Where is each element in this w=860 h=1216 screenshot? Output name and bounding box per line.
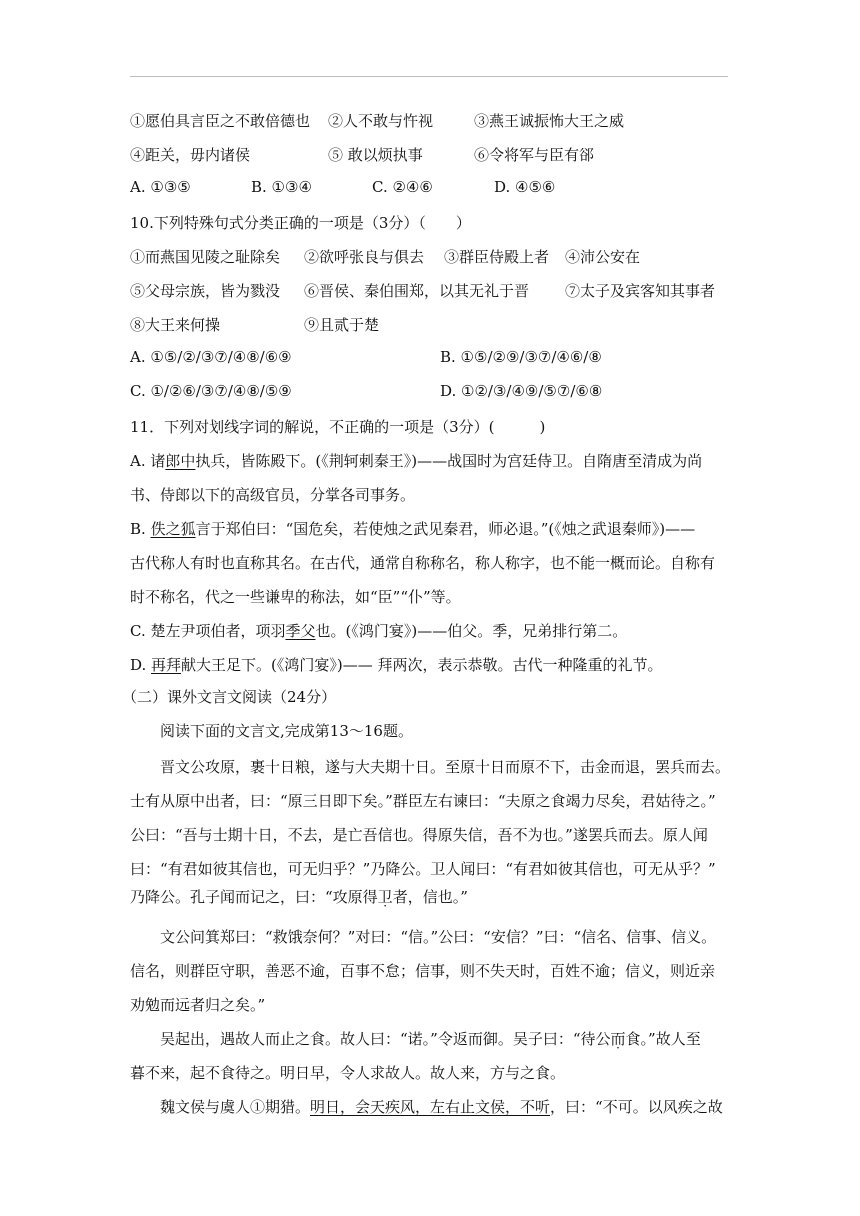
q9-option-c: C. ②④⑥	[372, 178, 433, 196]
reading-intro: 阅读下面的文言文,完成第13～16题。	[160, 722, 413, 740]
q10-option-b: B. ①⑤/②⑨/③⑦/④⑥/⑧	[440, 348, 602, 366]
passage3-line1: 吴起出，遇故人而止之食。故人曰：“诺。”令返而御。吴子曰：“待公而食。”故人至	[160, 1030, 701, 1048]
q11-option-a: A. 诸郎中执兵，皆陈殿下。(《荆轲刺秦王》)——战国时为宫廷侍卫。自隋唐至清成为尚	[130, 452, 703, 470]
underlined-term: 佚之狐	[150, 520, 196, 538]
passage4-line1: 魏文侯与虞人①期猎。明日，会天疾风，左右止文侯，不听，曰：“不可。以风疾之故	[160, 1098, 723, 1116]
q11-option-b: B. 佚之狐言于郑伯曰：“国危矣，若使烛之武见秦君，师必退。”(《烛之武退秦师》)——	[130, 520, 696, 538]
passage1-line2: 士有从原中出者，曰：“原三日即下矣。”群臣左右谏曰：“夫原之食竭力尽矣，君姑待之。”	[130, 792, 716, 810]
q11-option-c: C. 楚左尹项伯者，项羽季父也。(《鸿门宴》)——伯父。季，兄弟排行第二。	[130, 622, 628, 640]
passage1-line4: 曰：“有君如彼其信也，可无归乎？”乃降公。卫人闻曰：“有君如彼其信也，可无从乎？”	[130, 860, 716, 878]
q9-item-4: ④距关，毋内诸侯	[130, 146, 251, 164]
q10-item-5: ⑤父母宗族，皆为戮没	[130, 282, 281, 300]
q10-item-7: ⑦太子及宾客知其事者	[565, 282, 716, 300]
passage2-line2: 信名，则群臣守职，善恶不逾，百事不怠；信事，则不失天时，百姓不逾；信义，则近亲	[130, 962, 716, 980]
q10-option-a: A. ①⑤/②/③⑦/④⑧/⑥⑨	[130, 348, 292, 366]
q10-stem: 10.下列特殊句式分类正确的一项是（3分）（ ）	[130, 214, 471, 232]
q10-item-8: ⑧大王来何操	[130, 316, 221, 334]
q10-option-d: D. ①②/③/④⑨/⑤⑦/⑥⑧	[440, 382, 603, 400]
q9-item-3: ③燕王诚振怖大王之威	[474, 112, 625, 130]
passage1-line5: 乃降公。孔子闻而记之，曰：“攻原得卫者，信也。”	[130, 888, 468, 906]
q9-option-d: D. ④⑤⑥	[494, 178, 556, 196]
passage2-line3: 劝勉而远者归之矣。”	[130, 996, 266, 1014]
emphasis-dot-char: 而	[610, 1030, 626, 1048]
underlined-term: 再拜	[151, 656, 182, 674]
q11-option-a-cont: 书、侍郎以下的高级官员，分掌各司事务。	[130, 486, 416, 504]
q10-item-4: ④沛公安在	[565, 248, 641, 266]
underlined-sentence: 明日，会天疾风，左右止文侯，不听	[310, 1098, 551, 1116]
underlined-term: 郎中	[165, 452, 196, 470]
q11-stem: 11．下列对划线字词的解说，不正确的一项是（3分）( )	[130, 418, 546, 436]
emphasis-dot-char: 卫	[377, 888, 393, 906]
q10-option-c: C. ①/②⑥/③⑦/④⑧/⑤⑨	[130, 382, 292, 400]
q9-option-b: B. ①③④	[251, 178, 312, 196]
q9-item-5: ⑤ 敢以烦执事	[328, 146, 423, 164]
q10-item-2: ②欲呼张良与俱去	[304, 248, 425, 266]
passage2-line1: 文公问箕郑曰：“救饿奈何？”对曰：“信。”公曰：“安信？”曰：“信名、信事、信义。	[160, 928, 717, 946]
q10-item-9: ⑨且贰于楚	[304, 316, 380, 334]
passage1-line1: 晋文公攻原，裹十日粮，遂与大夫期十日。至原十日而原不下，击金而退，罢兵而去。	[160, 758, 731, 776]
passage3-line2: 暮不来，起不食待之。明日早，令人求故人。故人来，方与之食。	[130, 1064, 566, 1082]
q11-option-b-cont2: 时不称名，代之一些谦卑的称法，如“臣”“仆”等。	[130, 588, 461, 606]
q9-item-2: ②人不敢与忤视	[328, 112, 434, 130]
q9-option-a: A. ①③⑤	[130, 178, 191, 196]
q10-item-1: ①而燕国见陵之耻除矣	[130, 248, 281, 266]
q10-item-6: ⑥晋侯、秦伯围郑，以其无礼于晋	[304, 282, 530, 300]
section-heading: （二）课外文言文阅读（24分）	[122, 688, 337, 706]
q11-option-b-cont1: 古代称人有时也直称其名。在古代，通常自称称名，称人称字，也不能一概而论。自称有	[130, 554, 716, 572]
q9-item-1: ①愿伯具言臣之不敢倍德也	[130, 112, 311, 130]
passage1-line3: 公曰：“吾与士期十日，不去，是亡吾信也。得原失信，吾不为也。”遂罢兵而去。原人闻	[130, 826, 708, 844]
underlined-term: 季父	[285, 622, 316, 640]
q9-item-6: ⑥令将军与臣有郤	[474, 146, 595, 164]
q11-option-d: D. 再拜献大王足下。(《鸿门宴》)—— 拜两次，表示恭敬。古代一种隆重的礼节。	[130, 656, 663, 674]
q10-item-3: ③群臣侍殿上者	[444, 248, 550, 266]
header-rule	[130, 76, 728, 77]
